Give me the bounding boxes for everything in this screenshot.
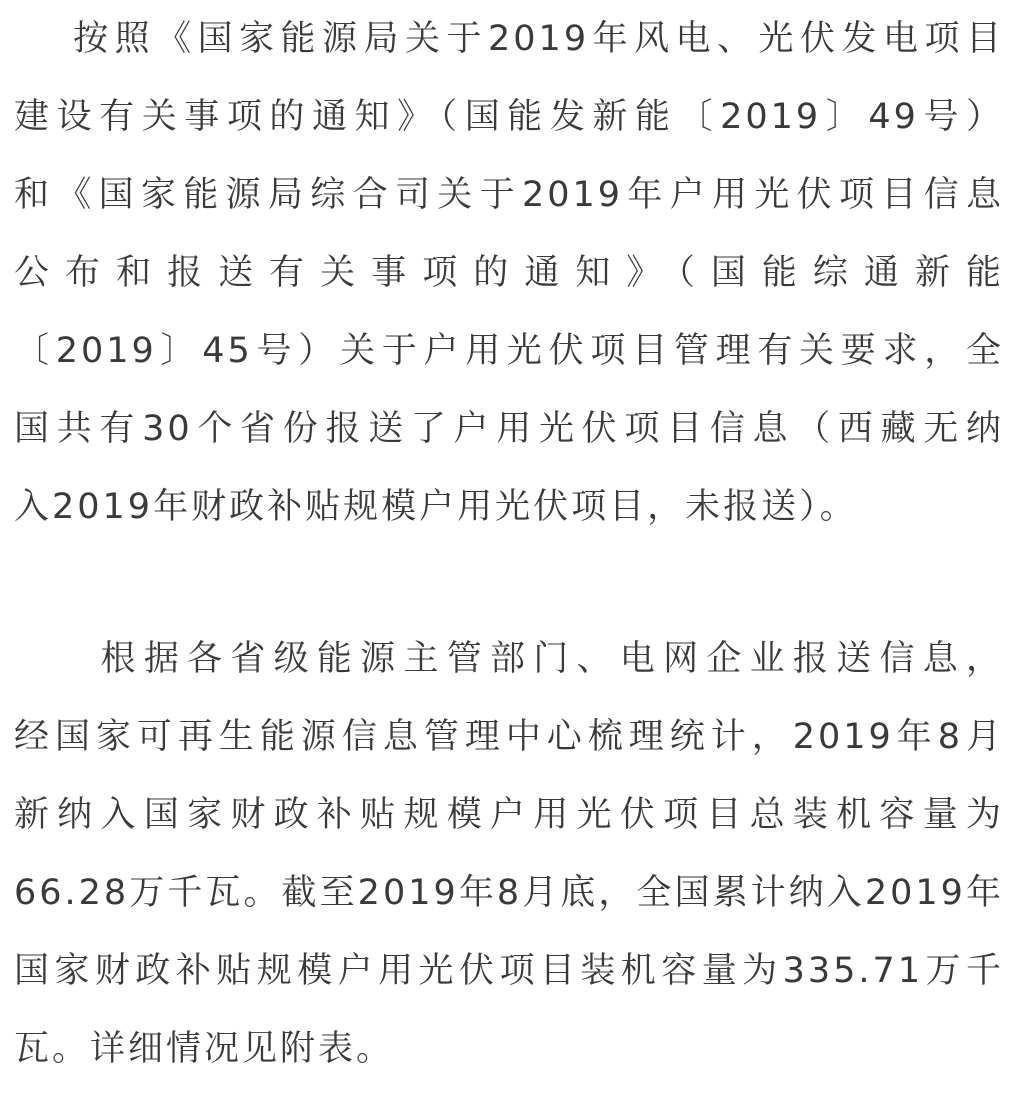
text-line: 根据各省级能源主管部门、电网企业报送信息， [14, 639, 1004, 679]
text-line: 国家财政补贴规模户用光伏项目装机容量为335.71万千 [14, 951, 1004, 991]
text-line: 瓦。详细情况见附表。 [14, 1029, 395, 1069]
text-line: 和《国家能源局综合司关于2019年户用光伏项目信息 [14, 175, 1004, 215]
text-line: 建设有关事项的通知》（国能发新能〔2019〕49号） [14, 97, 1004, 137]
text-line: 国共有30个省份报送了户用光伏项目信息（西藏无纳 [14, 409, 1004, 449]
text-line: 按照《国家能源局关于2019年风电、光伏发电项目 [14, 19, 1004, 59]
text-line: 〔2019〕45号）关于户用光伏项目管理有关要求，全 [14, 331, 1004, 371]
paragraph-project-reporting [14, 12, 1004, 558]
text-line: 新纳入国家财政补贴规模户用光伏项目总装机容量为 [14, 795, 1004, 835]
text-line: 入2019年财政补贴规模户用光伏项目，未报送）。 [14, 487, 858, 527]
paragraph-capacity-statistics [14, 632, 1004, 1100]
text-line: 公布和报送有关事项的通知》（国能综通新能 [14, 253, 1004, 293]
text-line: 经国家可再生能源信息管理中心梳理统计，2019年8月 [14, 717, 1004, 757]
text-line: 66.28万千瓦。截至2019年8月底，全国累计纳入2019年 [14, 873, 1004, 913]
